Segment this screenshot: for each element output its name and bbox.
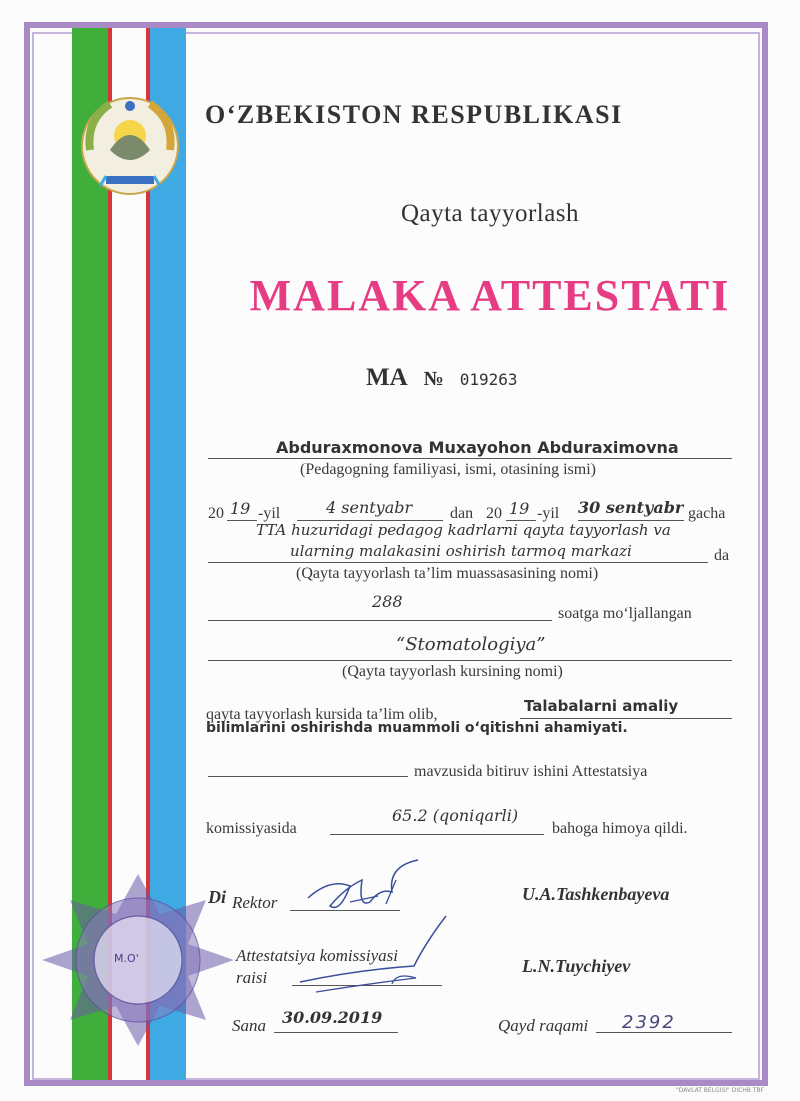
institution-line1: TTA huzuridagi pedagog kadrlarni qayta tayyorlash va: [256, 521, 671, 539]
certificate-subtitle: Qayta tayyorlash: [400, 200, 580, 227]
holder-name: Abduraxmonova Muxayohon Abduraximovna: [276, 438, 679, 457]
commission-name: L.N.Tuychiyev: [522, 956, 631, 976]
director-label: Rektor: [232, 893, 278, 912]
commission-label-2: raisi: [236, 968, 268, 987]
commission-signature: [296, 912, 456, 1000]
year2-value: 19: [509, 499, 530, 518]
grade-value: 65.2 (qoniqarli): [392, 806, 519, 825]
date-label: Sana: [232, 1016, 266, 1035]
dan-label: dan: [450, 505, 474, 522]
institution-caption: (Qayta tayyorlash ta’lim muassasasining nomi): [296, 565, 599, 582]
hours-label: soatga mo‘ljallangan: [558, 605, 692, 622]
printer-footer: "DAVLAT BELGISI" DICHB TBF: [676, 1087, 765, 1094]
course-name: “Stomatologiya”: [396, 634, 546, 655]
director-name: U.A.Tashkenbayeva: [522, 884, 670, 904]
year2-label: -yil: [537, 505, 560, 522]
grade-suffix: bahoga himoya qildi.: [552, 820, 688, 837]
registration-label: Qayd raqami: [498, 1016, 589, 1035]
year2-prefix: 20: [486, 505, 502, 522]
date-value: 30.09.2019: [282, 1008, 383, 1027]
date-line: [274, 1032, 398, 1033]
director-prefix: Di: [208, 887, 226, 907]
registration-value: 2392: [622, 1012, 676, 1033]
seal-text: M.O‘: [114, 952, 140, 965]
hours-value: 288: [372, 592, 403, 611]
thesis-topic-line1: Talabalarni amaliy: [524, 697, 679, 715]
country-header: O‘ZBEKISTON RESPUBLIKASI: [205, 100, 623, 129]
serial-value: 019263: [459, 370, 518, 389]
grade-prefix: komissiyasida: [206, 820, 297, 837]
thesis-line2: [208, 776, 408, 777]
year1-label: -yil: [258, 505, 281, 522]
holder-caption: (Pedagogning familiyasi, ismi, otasining ismi): [300, 461, 596, 478]
institution-line: [208, 562, 708, 563]
registration-line: [596, 1032, 732, 1033]
state-emblem-icon: [76, 90, 184, 198]
institution-line2: ularning malakasini oshirish tarmoq markazi: [290, 542, 632, 560]
year1-value: 19: [230, 499, 251, 518]
commission-label: Attestatsiya komissiyasi: [236, 946, 398, 965]
thesis-after: mavzusida bitiruv ishini Attestatsiya: [414, 763, 648, 780]
course-caption: (Qayta tayyorlash kursining nomi): [342, 663, 563, 680]
certificate-title: MALAKA ATTESTATI: [249, 271, 731, 320]
thesis-intro: qayta tayyorlash kursida ta’lim olib,: [206, 706, 438, 723]
institution-suffix: da: [714, 547, 730, 564]
start-date: 4 sentyabr: [326, 498, 413, 517]
year1-prefix: 20: [208, 505, 224, 522]
thesis-topic-line2: bilimlarini oshirishda muammoli o‘qitishni ahamiyati.: [206, 720, 628, 736]
gacha-label: gacha: [688, 505, 726, 522]
serial-series: MA: [366, 364, 408, 391]
holder-name-line: [208, 458, 732, 459]
end-date: 30 sentyabr: [578, 498, 684, 517]
thesis-line1: [520, 718, 732, 719]
number-sign: №: [423, 368, 444, 390]
year1-line: [227, 520, 257, 521]
hours-line: [208, 620, 552, 621]
grade-line: [330, 834, 544, 835]
serial-number: [366, 364, 518, 392]
course-line: [208, 660, 732, 661]
